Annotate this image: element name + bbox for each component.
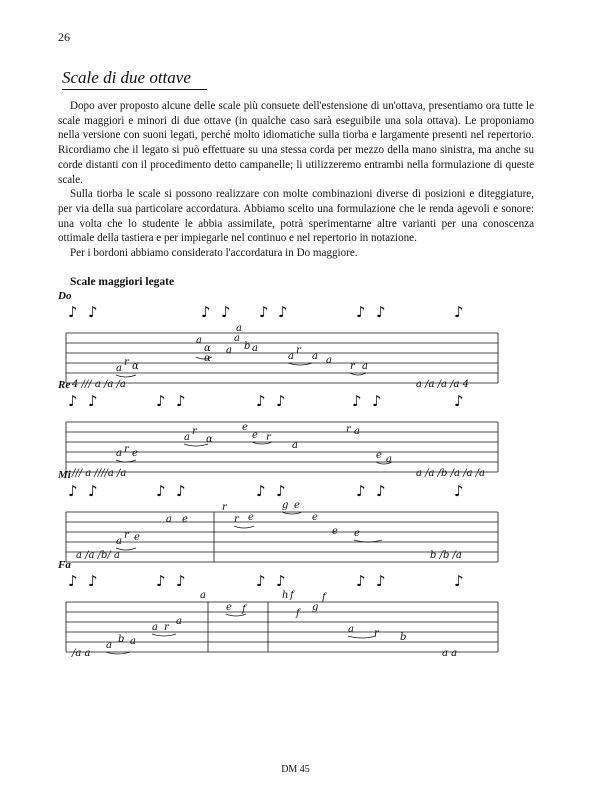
- svg-text:f: f: [322, 592, 326, 603]
- svg-text:a: a: [354, 426, 360, 437]
- svg-text:♪: ♪: [454, 392, 464, 410]
- svg-text:e: e: [376, 450, 382, 461]
- svg-text:r: r: [222, 502, 227, 513]
- svg-text:♪: ♪: [256, 572, 266, 590]
- svg-text:e: e: [354, 528, 360, 539]
- example-title: Scale maggiori legate: [70, 276, 175, 288]
- svg-text:♪: ♪: [201, 303, 211, 321]
- svg-text:r: r: [124, 530, 129, 541]
- svg-text:♪: ♪: [176, 572, 186, 590]
- svg-text:a /a /a /a 4: a /a /a /a 4: [416, 379, 470, 390]
- svg-text:♪: ♪: [454, 482, 464, 500]
- svg-text:a: a: [184, 432, 190, 443]
- svg-text:♪: ♪: [278, 303, 288, 321]
- svg-text:♪: ♪: [356, 482, 366, 500]
- svg-text:r: r: [374, 628, 379, 639]
- svg-text:♪: ♪: [156, 482, 166, 500]
- svg-text:a: a: [226, 345, 232, 356]
- svg-text:♪: ♪: [68, 572, 78, 590]
- svg-text:a: a: [152, 622, 158, 633]
- svg-text:♪: ♪: [68, 392, 78, 410]
- rhythm-flags: [68, 303, 464, 321]
- slurs: [106, 614, 376, 654]
- svg-text:a: a: [292, 440, 298, 451]
- svg-text:♪: ♪: [276, 392, 286, 410]
- tab-letters: [71, 422, 485, 479]
- svg-text:♪: ♪: [88, 572, 98, 590]
- svg-text:e: e: [252, 430, 258, 441]
- svg-text:a: a: [116, 363, 122, 374]
- svg-text:a: a: [386, 454, 392, 465]
- svg-text:ɑ: ɑ: [204, 343, 211, 354]
- svg-text:e: e: [248, 512, 254, 523]
- svg-text:ɑ: ɑ: [204, 353, 211, 364]
- footer: DM 45: [281, 764, 310, 775]
- svg-text:g: g: [282, 500, 289, 511]
- key-label: Re: [58, 379, 71, 391]
- svg-text:♪: ♪: [256, 392, 266, 410]
- tab-letters: [71, 590, 457, 659]
- staff-lines: [66, 422, 498, 472]
- svg-text:a: a: [200, 590, 206, 601]
- svg-text:♪: ♪: [88, 392, 98, 410]
- key-label: Mi: [58, 469, 71, 481]
- staff-lines: [66, 333, 498, 383]
- svg-text:a: a: [196, 335, 202, 346]
- svg-text:♪: ♪: [88, 303, 98, 321]
- page-number: 26: [58, 30, 70, 44]
- svg-text:♪: ♪: [156, 392, 166, 410]
- svg-text:♪: ♪: [376, 482, 386, 500]
- svg-text:♪: ♪: [176, 482, 186, 500]
- svg-text:e: e: [312, 512, 318, 523]
- svg-text:r: r: [124, 444, 129, 455]
- paragraph-1: Dopo aver proposto alcune delle scale più consuete dell'estensione di un'ottava, presentiamo ora tutte le scale maggiori e minori di due ottave (in qualche caso sarà eseguibile una sola ottava). Le proponiamo nella versione con suoni legati, perché molto idiomatiche sulla tiorba e largamente presenti nel repertorio. Ricordiamo che il legato si può effettuare su una stessa corda per mezzo della mano sinistra, ma anche su corde distanti con il procedimento detto campanelle; li utilizzeremo entrambi nella formulazione di queste scale.: [58, 100, 534, 186]
- svg-text:f: f: [242, 604, 246, 615]
- svg-text:g: g: [312, 602, 319, 613]
- svg-text:♪: ♪: [68, 303, 78, 321]
- svg-text:a: a: [288, 351, 294, 362]
- svg-text:♪: ♪: [356, 303, 366, 321]
- svg-text:f: f: [290, 590, 294, 601]
- key-label: Do: [58, 290, 72, 302]
- svg-text:e: e: [294, 500, 300, 511]
- svg-text:r: r: [266, 432, 271, 443]
- svg-text:♪: ♪: [221, 303, 231, 321]
- svg-text:r: r: [192, 426, 197, 437]
- body-text: [58, 99, 534, 261]
- svg-text:a: a: [362, 361, 368, 372]
- svg-text:♪: ♪: [256, 482, 266, 500]
- svg-text:♪: ♪: [356, 572, 366, 590]
- svg-text:b: b: [244, 341, 251, 352]
- svg-text:/// a ////a /a: /// a ////a /a: [72, 468, 127, 479]
- svg-text:/a a: /a a: [72, 648, 91, 659]
- svg-text:♪: ♪: [454, 572, 464, 590]
- svg-text:r: r: [346, 424, 351, 435]
- svg-text:♪: ♪: [68, 482, 78, 500]
- svg-text:e: e: [132, 448, 138, 459]
- svg-text:a: a: [166, 514, 172, 525]
- section-title: Scale di due ottave: [62, 68, 207, 90]
- svg-text:ɑ: ɑ: [132, 361, 139, 372]
- rhythm-flags: [68, 392, 464, 410]
- svg-text:♪: ♪: [88, 482, 98, 500]
- svg-text:f: f: [296, 608, 300, 619]
- svg-text:e: e: [134, 532, 140, 543]
- svg-text:a: a: [236, 323, 242, 334]
- svg-text:b: b: [118, 634, 125, 645]
- svg-text:r: r: [124, 357, 129, 368]
- svg-text:a: a: [130, 636, 136, 647]
- svg-text:e: e: [182, 514, 188, 525]
- tablature-do: [56, 303, 536, 390]
- svg-text:♪: ♪: [376, 303, 386, 321]
- svg-text:4 /// a /a /a: 4 /// a /a /a: [72, 379, 126, 390]
- svg-text:♪: ♪: [156, 572, 166, 590]
- svg-text:a: a: [348, 624, 354, 635]
- svg-text:♪: ♪: [372, 392, 382, 410]
- svg-text:a: a: [312, 351, 318, 362]
- svg-text:a: a: [106, 640, 112, 651]
- svg-text:r: r: [234, 514, 239, 525]
- svg-text:a: a: [234, 333, 240, 344]
- svg-text:a /a /b/ a: a /a /b/ a: [76, 550, 120, 561]
- svg-text:a: a: [116, 536, 122, 547]
- svg-text:♪: ♪: [176, 392, 186, 410]
- paragraph-2: Sulla tiorba le scale si possono realizzare con molte combinazioni diverse di posizioni e diteggiature, per via della sua particolare accordatura. Abbiamo scelto una formulazione che le renda agevoli e sonore: una volta che lo studente le abbia assimilate, potrà sperimentarne altre varianti per una conoscenza ottimale della tastiera e per impiegarle nel continuo e nel repertorio in notazione.: [58, 188, 534, 245]
- tablature-fa: [56, 572, 536, 659]
- svg-text:b: b: [400, 632, 407, 643]
- svg-text:ɑ: ɑ: [206, 434, 213, 445]
- key-label: Fa: [58, 559, 71, 571]
- rhythm-flags: [68, 482, 464, 500]
- svg-text:r: r: [164, 622, 169, 633]
- tablature-mi: [56, 482, 536, 566]
- svg-text:♪: ♪: [454, 303, 464, 321]
- svg-text:e: e: [332, 526, 338, 537]
- svg-text:e: e: [226, 602, 232, 613]
- svg-text:e: e: [242, 422, 248, 433]
- svg-text:a: a: [116, 448, 122, 459]
- svg-text:r: r: [296, 345, 301, 356]
- svg-text:♪: ♪: [352, 392, 362, 410]
- svg-text:a: a: [326, 355, 332, 366]
- svg-text:♪: ♪: [276, 482, 286, 500]
- svg-text:h: h: [282, 590, 289, 601]
- svg-text:r: r: [350, 361, 355, 372]
- svg-text:♪: ♪: [276, 572, 286, 590]
- svg-text:a a: a a: [442, 648, 458, 659]
- paragraph-3: Per i bordoni abbiamo considerato l'accordatura in Do maggiore.: [70, 247, 358, 260]
- slurs: [116, 442, 392, 464]
- svg-text:a: a: [252, 343, 258, 354]
- svg-text:a: a: [176, 616, 182, 627]
- tablature-re: [56, 392, 536, 479]
- rhythm-flags: [68, 572, 464, 590]
- svg-text:♪: ♪: [376, 572, 386, 590]
- svg-text:b /b /a: b /b /a: [430, 550, 462, 561]
- svg-text:♪: ♪: [259, 303, 269, 321]
- svg-text:a /a /b /a /a /a: a /a /b /a /a /a: [416, 468, 485, 479]
